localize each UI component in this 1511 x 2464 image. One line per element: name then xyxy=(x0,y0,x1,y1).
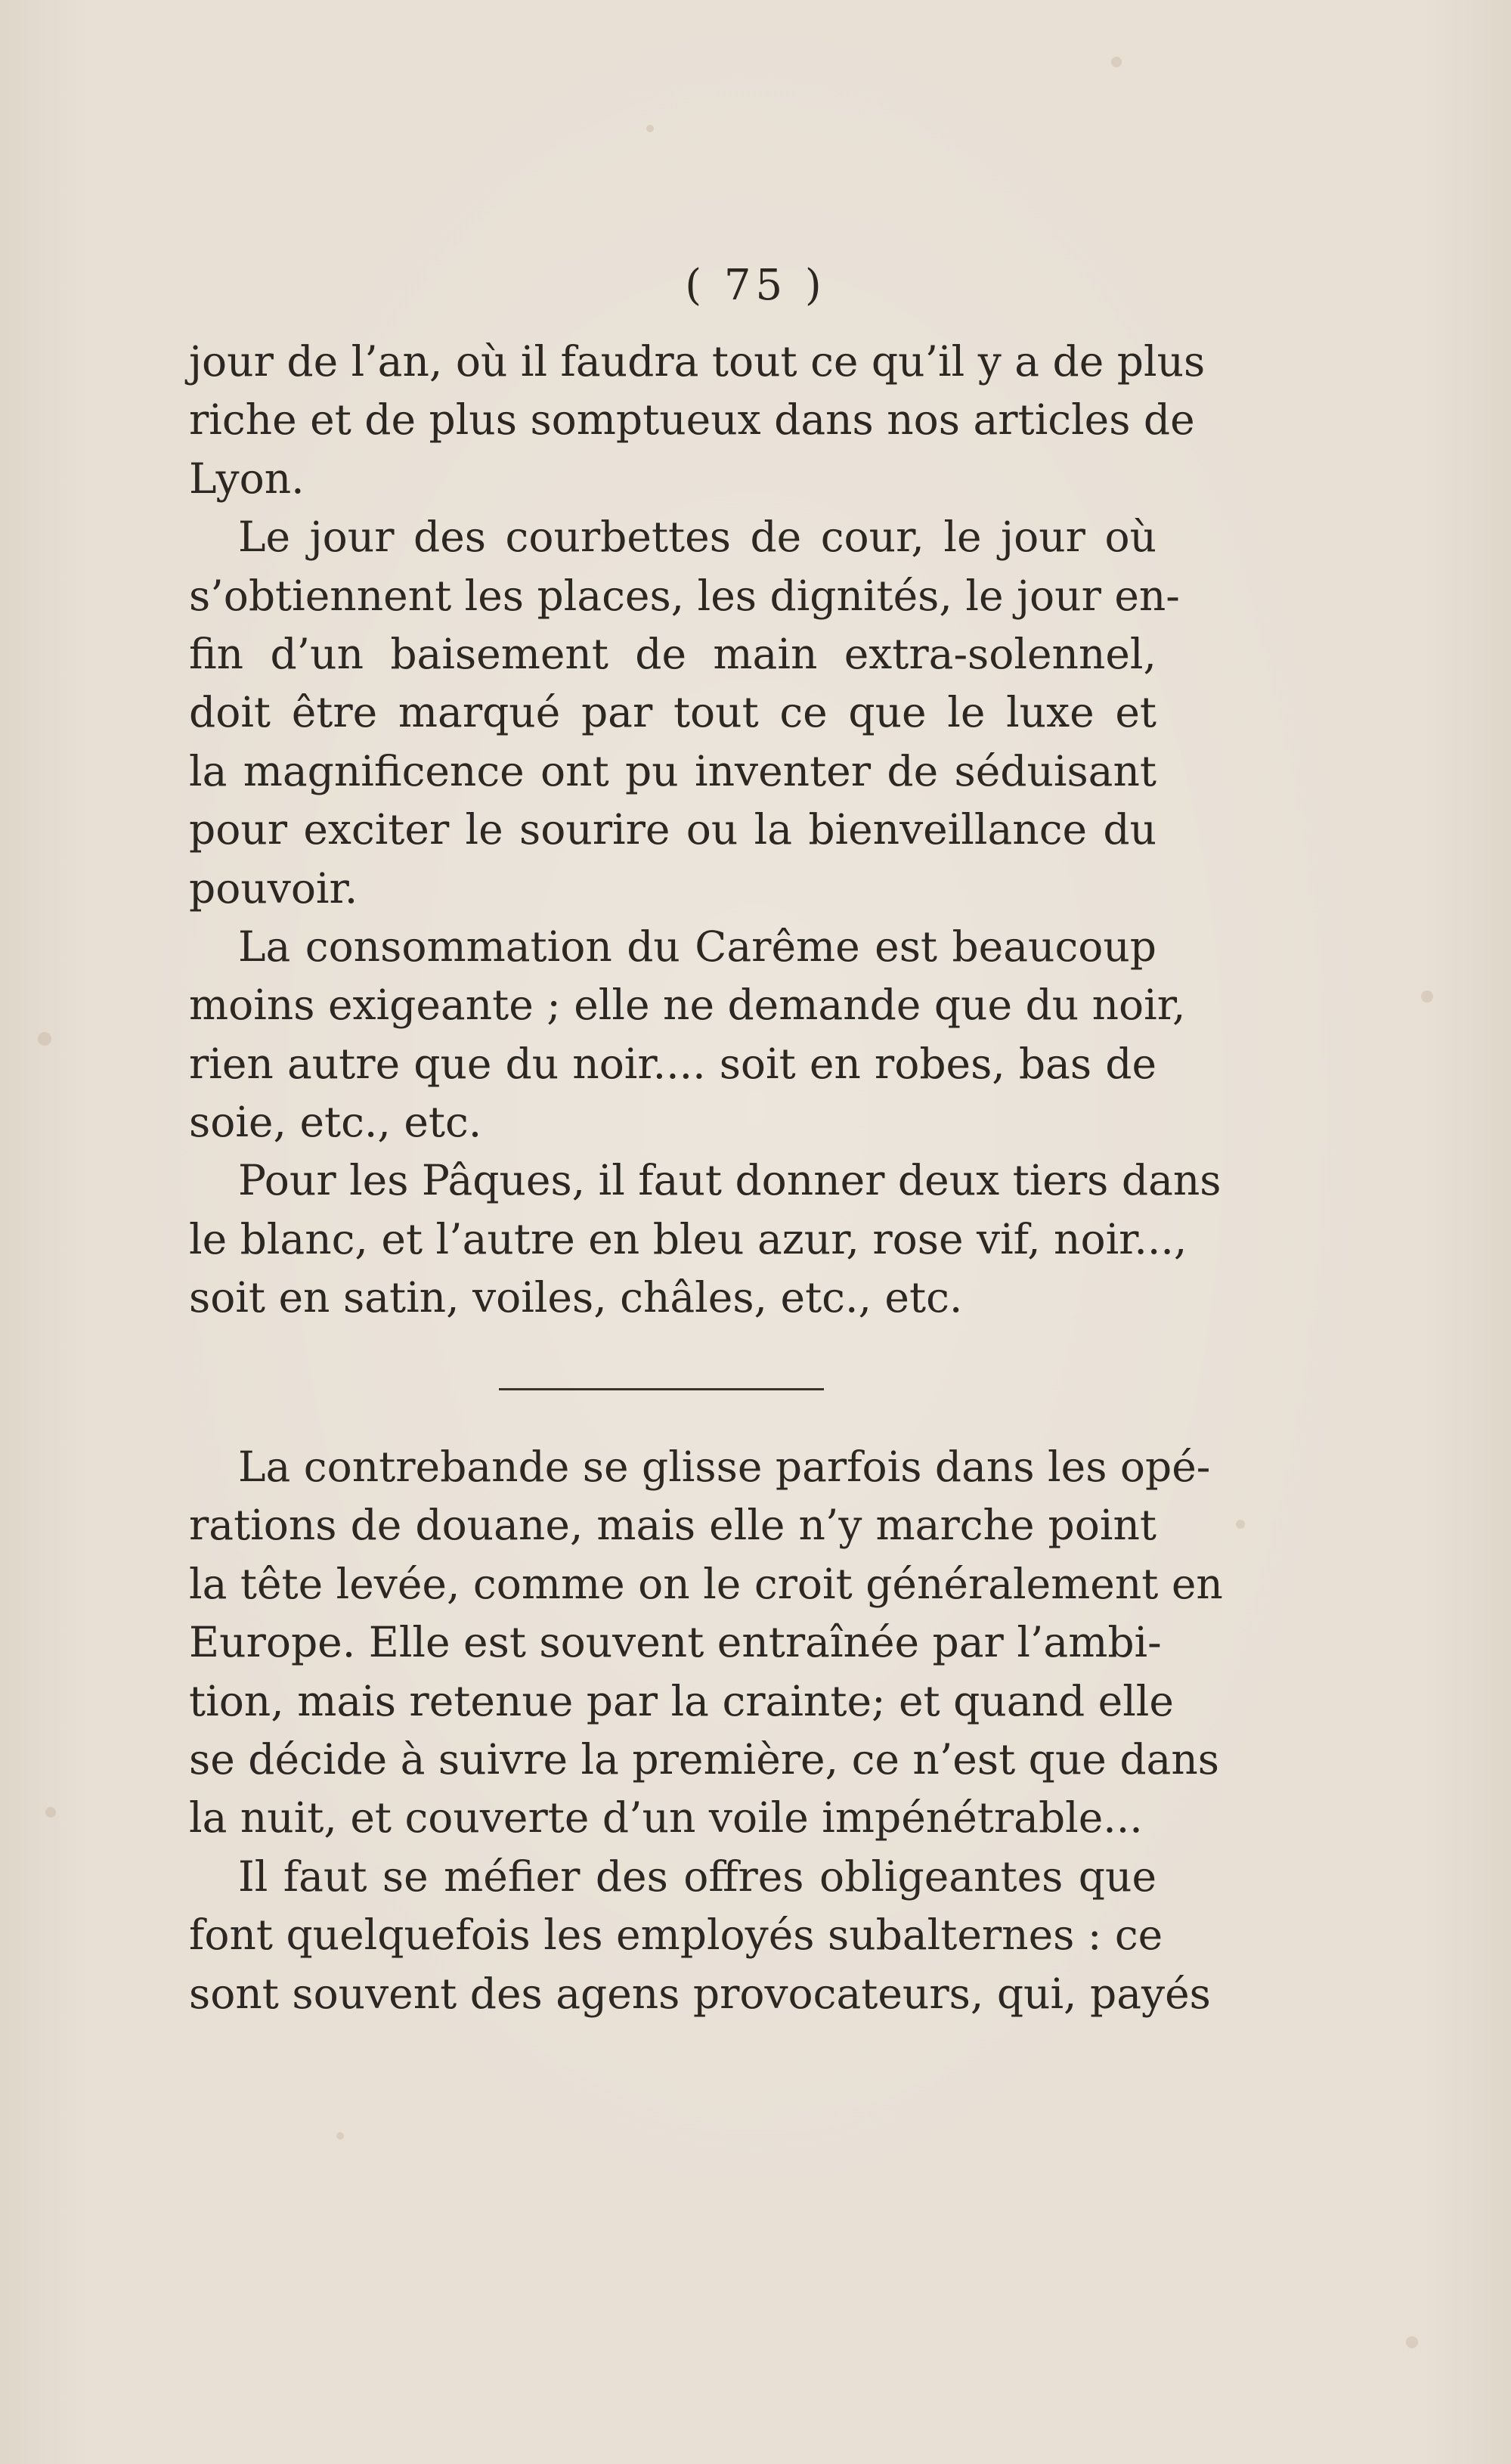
text-line: Il faut se méfier des offres obligeantes que xyxy=(238,1852,1156,1901)
foxing-spot xyxy=(45,1807,56,1818)
text-line: la magnificence ont pu inventer de séduisant xyxy=(189,746,1156,795)
text-line: rien autre que du noir.... soit en robes, bas de xyxy=(189,1039,1156,1088)
text-line: font quelquefois les employés subalternes : ce xyxy=(189,1911,1163,1960)
text-line: Europe. Elle est souvent entraînée par l’ambi- xyxy=(189,1618,1162,1667)
text-line: pouvoir. xyxy=(189,863,358,913)
text-line: La consommation du Carême est beaucoup xyxy=(238,922,1156,971)
foxing-spot xyxy=(1406,2336,1418,2348)
foxing-spot xyxy=(646,125,654,132)
text-line: le blanc, et l’autre en bleu azur, rose vif, noir..., xyxy=(189,1214,1187,1263)
text-line: soit en satin, voiles, châles, etc., etc. xyxy=(189,1273,963,1322)
text-line: se décide à suivre la première, ce n’est que dans xyxy=(189,1734,1219,1784)
text-line: jour de l’an, où il faudra tout ce qu’il y a de plus xyxy=(189,337,1206,386)
foxing-spot xyxy=(1111,57,1122,67)
text-line: s’obtiennent les places, les dignités, le jour en- xyxy=(189,571,1180,620)
section-divider xyxy=(499,1388,824,1390)
foxing-spot xyxy=(1421,990,1433,1003)
text-line: Lyon. xyxy=(189,454,305,503)
text-line: la tête levée, comme on le croit généralement en xyxy=(189,1559,1223,1608)
text-line: moins exigeante ; elle ne demande que du noir, xyxy=(189,981,1186,1030)
text-line: rations de douane, mais elle n’y marche point xyxy=(189,1501,1156,1550)
text-section-1 xyxy=(189,333,1221,1328)
text-line: La contrebande se glisse parfois dans les opé- xyxy=(238,1443,1211,1491)
foxing-spot xyxy=(1236,1520,1245,1529)
text-line: fin d’un baisement de main extra-solennel, xyxy=(189,629,1156,678)
text-line: soie, etc., etc. xyxy=(189,1098,482,1147)
text-line: riche et de plus somptueux dans nos articles de xyxy=(189,395,1195,445)
text-line: sont souvent des agens provocateurs, qui, payés xyxy=(189,1969,1211,2018)
text-line: tion, mais retenue par la crainte; et quand elle xyxy=(189,1676,1174,1725)
text-line: la nuit, et couverte d’un voile impénétrable... xyxy=(189,1793,1143,1843)
page-number: ( 75 ) xyxy=(685,261,826,310)
text-section-2 xyxy=(189,1438,1223,2023)
text-line: doit être marqué par tout ce que le luxe et xyxy=(189,688,1156,737)
text-line: Le jour des courbettes de cour, le jour où xyxy=(238,513,1156,562)
text-line: Pour les Pâques, il faut donner deux tiers dans xyxy=(238,1156,1221,1205)
foxing-spot xyxy=(336,2132,344,2140)
foxing-spot xyxy=(38,1032,51,1046)
text-line: pour exciter le sourire ou la bienveillance du xyxy=(189,805,1156,854)
